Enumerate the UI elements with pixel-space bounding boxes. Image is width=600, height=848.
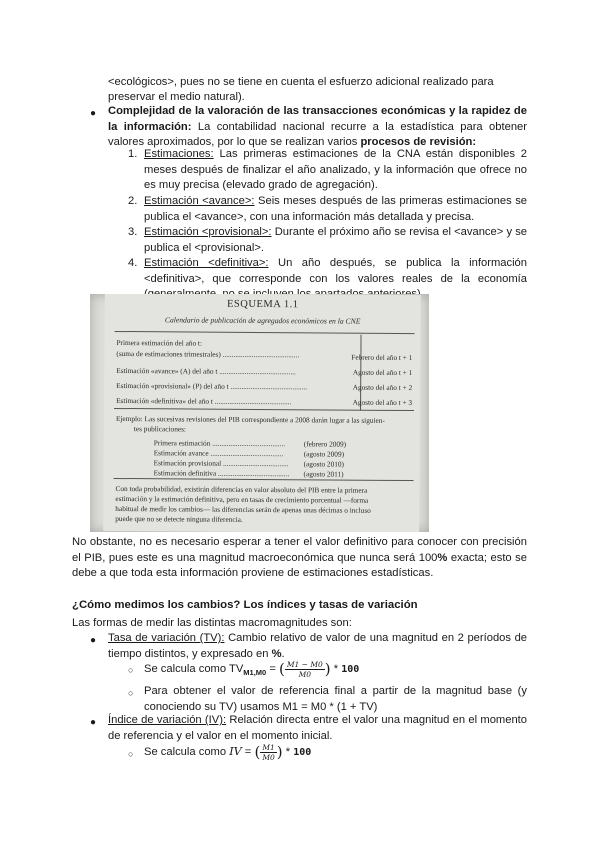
scheme-note: estimación y la estimación definitiva, pero en tasas de crecimiento porcentual —forma (115, 493, 369, 505)
scheme-example-item: Primera estimación ........................................ (153, 438, 286, 449)
revision-term: Estimación <definitiva>: (144, 257, 269, 269)
bullet-icon: ● (90, 635, 97, 646)
scheme-rule (115, 331, 415, 334)
circle-bullet-icon: ○ (128, 688, 134, 698)
scheme-row-date: Febrero del año t + 1 (351, 352, 413, 363)
scheme-example-item: Estimación avance ........................................ (153, 448, 284, 459)
scheme-example-date: (agosto 2010) (303, 459, 345, 469)
tv-term: Tasa de variación (TV): (108, 632, 225, 644)
scheme-note: puede que no se detecte ninguna diferencia. (115, 513, 243, 524)
scheme-page (103, 294, 421, 532)
scheme-example-item: Estimación definitiva ....................................... (153, 468, 290, 479)
scheme-note: habitual de medir los cambios— las diferencias serán de apenas unas décimas o incluso (115, 503, 371, 515)
scheme-example: Ejemplo: Las sucesivas revisiones del PIB correspondiente a 2008 darán lugar a las siguien- (115, 413, 385, 425)
scheme-row: Estimación «definitiva» del año t .......................................... (116, 395, 292, 407)
complexity-tail: procesos de revisión: (360, 136, 477, 149)
circle-bullet-icon: ○ (128, 749, 134, 759)
scheme-row-date: Agosto del año t + 1 (352, 367, 413, 378)
intro-line-2: preservar el medio natural). (108, 91, 245, 103)
tv-note: Para obtener el valor de referencia final a partir de la magnitud base (y conociendo su TV) usamos M1 = M0 * (1 + TV) (144, 685, 527, 713)
scheme-example-date: (agosto 2011) (303, 469, 344, 479)
iv-fraction: $\frac{M1}{M0}$ (262, 742, 275, 762)
scheme-row: (suma de estimaciones trimestrales) .......................................... (116, 348, 300, 360)
tv-formula: Se calcula como $TV_{M1,M0}$ = ( $\frac{M1 - M0}{M0}$ ) * 100 (144, 659, 360, 679)
revision-term: Estimación <avance>: (144, 195, 255, 207)
revision-item-1: Estimaciones: Las primeras estimaciones de la CNA están disponibles 2 meses después de finalizar el año analizado, y la información que ofrece no es muy precisa (elevado grado de agregación). (144, 148, 527, 192)
section-heading: ¿Cómo medimos los cambios? Los índices y tasas de variación (72, 599, 418, 611)
tv-fraction: $\frac{M1 - M0}{M0}$ (286, 659, 323, 679)
complexity-paragraph (108, 104, 527, 151)
iv-term: Índice de variación (IV): (108, 714, 227, 726)
scheme-row: Estimación «provisional» (P) del año t .......................................... (116, 380, 308, 392)
list-number: 4. (128, 257, 138, 269)
revision-item-3: Estimación <provisional>: Durante el próximo año se revisa el <avance> y se publica el <provisional>. (144, 226, 528, 254)
scheme-example-date: (agosto 2009) (303, 449, 345, 459)
circle-bullet-icon: ○ (128, 665, 134, 675)
revision-term: Estimaciones: (144, 148, 214, 160)
revision-term: Estimación <provisional>: (144, 226, 272, 238)
scheme-row: Primera estimación del año t: (116, 337, 203, 348)
complexity-lead: Complejidad de la valoración de las transacciones económicas y la rapidez de la información: (108, 105, 527, 133)
bullet-icon: ● (90, 717, 97, 728)
bullet-icon: ● (90, 108, 97, 119)
iv-formula: Se calcula como IV = ( $\frac{M1}{M0}$ ) * 100 (144, 742, 312, 762)
tv-definition: Tasa de variación (TV): Cambio relativo de valor de una magnitud en 2 períodos de tiempo distintos, y expresado en %. (108, 632, 528, 660)
revision-item-2: Estimación <avance>: Seis meses después de las primeras estimaciones se publica el <avance>, con una información más detallada y precisa. (144, 195, 528, 223)
scheme-subtitle: Calendario de publicación de agregados económicos en la CNE (164, 315, 361, 326)
scheme-photo (90, 294, 429, 532)
list-number: 1. (128, 148, 138, 160)
scheme-example: tes publicaciones: (133, 424, 186, 434)
list-number: 3. (128, 226, 138, 238)
scheme-row-date: Agosto del año t + 3 (352, 397, 413, 408)
precision-paragraph: No obstante, no es necesario esperar a tener el valor definitivo para conocer con precisión el PIB, pues este es una magnitud macroeconómica que nunca será 100% exacta; esto se debe a que toda esta información proviene de estimaciones estadísticas. (72, 536, 527, 580)
section-intro: Las formas de medir las distintas macromagnitudes son: (72, 617, 352, 629)
scheme-row: Estimación «avance» (A) del año t .......................................... (116, 365, 296, 377)
scheme-note: Con toda probabilidad, existirán diferencias en valor absoluto del PIB entre la primera (115, 483, 368, 495)
scheme-title: ESQUEMA 1.1 (227, 298, 299, 311)
scheme-example-date: (febrero 2009) (303, 439, 347, 449)
scheme-row-date: Agosto del año t + 2 (352, 382, 413, 393)
revision-item-4: Estimación <definitiva>: Un año después, se publica la información <definitiva>, que corresponde con los valores reales de la economía (144, 257, 528, 285)
complexity-text: La contabilidad nacional recurre a la estadística para obtener valores aproximados, por lo que se realizan varios (108, 120, 527, 149)
scheme-example-item: Estimación provisional .................................... (153, 458, 289, 469)
list-number: 2. (128, 195, 138, 207)
iv-definition: Índice de variación (IV): Relación directa entre el valor una magnitud en el momento de referencia y el valor en el momento inicial. (108, 714, 528, 742)
intro-line-1: <ecológicos>, pues no se tiene en cuenta el esfuerzo adicional realizado para (108, 76, 494, 88)
